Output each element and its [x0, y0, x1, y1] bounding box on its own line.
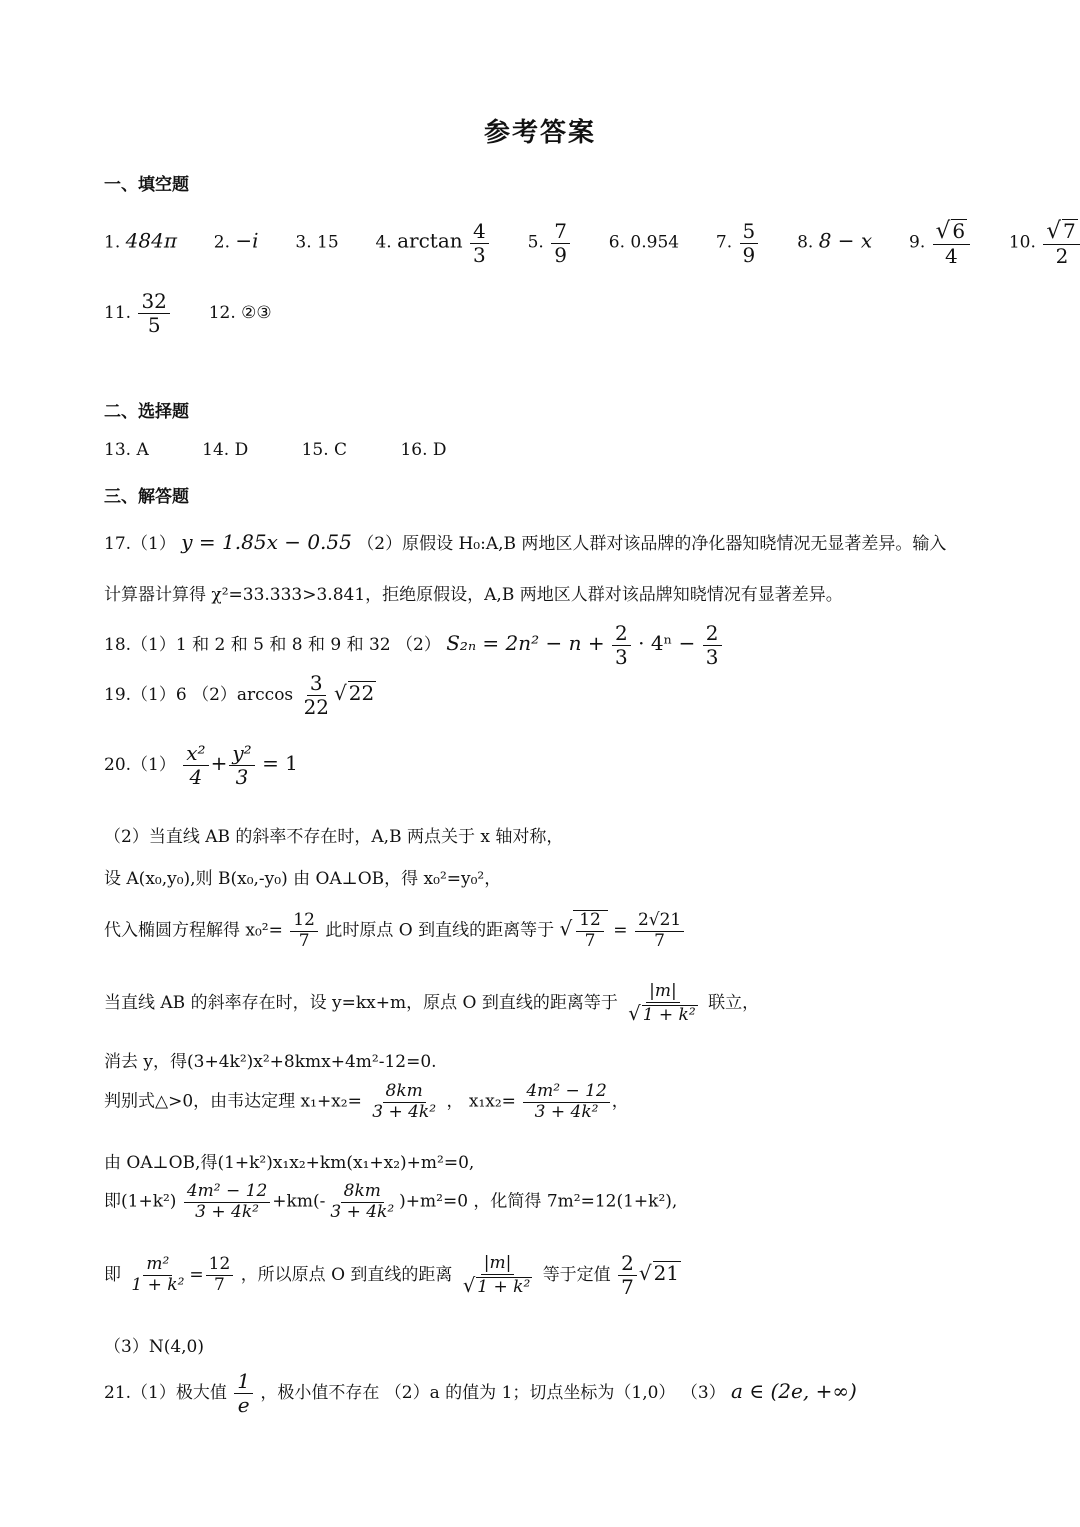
q20-l5-frac [625, 982, 700, 1025]
denominator: 22 [303, 695, 330, 719]
q20-l10-frac2 [206, 1255, 234, 1295]
denominator: 3 + 4k² [372, 1101, 437, 1122]
numerator: 12 [206, 1255, 234, 1276]
denominator: 9 [554, 242, 567, 267]
q20-l9-text-b: +km(- [272, 1191, 326, 1212]
numerator: y² [229, 742, 254, 766]
q20-part2-line9 [104, 1252, 681, 1299]
radical-sign-icon: √ [628, 1001, 641, 1025]
fill-q12: 12. [208, 303, 236, 323]
radicand: 6 [952, 219, 966, 243]
denominator: 3 + 4k² [195, 1201, 259, 1222]
fill-a9-fraction [933, 218, 970, 268]
q17-equation: y = 1.85x − 0.55 [181, 530, 352, 554]
q21-frac [234, 1370, 253, 1417]
choice-15: 15. C [301, 440, 348, 460]
fill-a12: ②③ [241, 303, 272, 323]
q20-l9-frac2 [327, 1182, 397, 1222]
numerator: 5 [740, 220, 759, 244]
numerator: 8km [341, 1182, 384, 1203]
fill-a2: −i [235, 228, 259, 253]
radical-sign-icon: √ [559, 916, 573, 941]
denominator: 2 [1055, 244, 1069, 269]
q20-l10-frac3 [460, 1254, 535, 1297]
denominator: 4 [944, 244, 958, 269]
q20-l4-sqrt-frac [576, 911, 604, 951]
q18-frac2 [703, 622, 722, 669]
denominator: 3 [615, 645, 628, 669]
q19-frac [301, 672, 332, 719]
q20-l9-text-c: )+m²=0 ，化简得 7m²=12(1+k²), [399, 1191, 678, 1212]
q20-part2-line3 [104, 910, 686, 951]
radicand: 7 [1062, 219, 1076, 243]
q20-l10-text-a: 即 [104, 1265, 121, 1285]
fill-q1: 1. [104, 232, 121, 253]
radical-sign-icon: √ [1046, 218, 1061, 244]
section-choice-heading: 二、选择题 [104, 402, 189, 422]
q18-frac1 [612, 622, 631, 669]
q17-label: 17.（1） [104, 534, 176, 554]
radicand: 1 + k² [477, 1276, 531, 1297]
denominator: 7 [584, 930, 596, 951]
choice-answers [104, 440, 447, 460]
q19-line [104, 672, 376, 719]
q20-part2-line8 [104, 1182, 677, 1222]
fill-q11: 11. [104, 303, 132, 323]
fill-q2: 2. [213, 232, 231, 253]
numerator: 3 [307, 672, 326, 696]
q20-l7-frac1 [369, 1082, 439, 1122]
q20-l7-text-a: 判别式△>0，由韦达定理 x₁+x₂= [104, 1091, 362, 1112]
q20-l4-frac [290, 911, 318, 951]
fill-answers-row1 [104, 218, 1080, 268]
fill-q6: 6. 0.954 [608, 232, 680, 253]
q18-eq-a: S₂ₙ = 2n² − n + [446, 631, 605, 655]
fill-q8: 8. [797, 232, 814, 253]
numerator: 4 [470, 220, 489, 244]
q20-part2-line4 [104, 982, 759, 1025]
denominator: 1 + k² [131, 1275, 185, 1295]
numerator: 1 [234, 1370, 253, 1394]
q20-part2-line5: 消去 y，得(3+4k²)x²+8kmx+4m²-12=0. [104, 1052, 437, 1072]
numerator [933, 218, 970, 245]
fill-a8: 8 − x [818, 228, 873, 253]
q20-l4-radicand [573, 910, 608, 951]
fill-q4: 4. [375, 232, 392, 253]
q18-line [104, 622, 724, 669]
q20-l7-text-b: ， x₁x₂= [446, 1091, 516, 1112]
denominator: 7 [621, 1275, 634, 1299]
radical-sign-icon: √ [638, 1261, 652, 1285]
q20-l4-text-b: 此时原点 O 到直线的距离等于 [325, 920, 555, 941]
fill-q5: 5. [527, 232, 544, 253]
q18-eq-b: · 4ⁿ − [638, 631, 696, 655]
q20-part2-line6 [104, 1082, 629, 1122]
fill-q3: 3. 15 [295, 232, 339, 253]
denominator: 4 [189, 765, 203, 789]
numerator: 2 [612, 622, 631, 646]
numerator [1043, 218, 1080, 245]
radical-sign-icon: √ [462, 1273, 476, 1297]
q20-l10-text-c: 等于定值 [542, 1265, 611, 1285]
denominator: 7 [298, 930, 310, 951]
denominator [625, 1003, 700, 1026]
radical-sign-icon: √ [334, 681, 347, 705]
q21-answer-3: a ∈ (2e, +∞) [731, 1379, 857, 1403]
numerator: 32 [138, 290, 169, 314]
denominator: 3 [705, 645, 719, 669]
q20-l10-equals: = [189, 1265, 204, 1285]
q20-part1: 20.（1） $\frac{\text{x²}}{4}$ + $\frac{\text{y²}}{3}$ = 1 [104, 741, 298, 789]
q20-part3: （3）N(4,0) [104, 1337, 204, 1357]
q17-text: （2）原假设 H₀:A,B 两地区人群对该品牌的净化器知晓情况无显著差异。输入 [357, 534, 947, 554]
numerator: 12 [290, 911, 318, 932]
fill-answers-row2 [104, 290, 272, 337]
q20-label: 20.（1） [104, 755, 176, 775]
q20-l4-result [635, 911, 684, 951]
q20-l10-text-b: ，所以原点 O 到直线的距离 [240, 1265, 453, 1285]
numerator: x² [183, 742, 208, 766]
q20-l5-text-b: 联立， [708, 993, 760, 1014]
q20-l7-text-c: ， [611, 1091, 629, 1112]
denominator: e [237, 1393, 250, 1417]
page-title: 参考答案 [483, 118, 596, 148]
denominator [460, 1275, 535, 1298]
numerator: |m| [646, 982, 680, 1003]
denominator: 3 [235, 765, 249, 789]
denominator: 3 + 4k² [534, 1101, 599, 1122]
q17-line2: 计算器计算得 χ²=33.333>3.841，拒绝原假设，A,B 两地区人群对该品牌知晓情况有显著差异。 [104, 585, 843, 605]
numerator: 2√21 [635, 911, 684, 932]
fill-q10: 10. [1008, 232, 1036, 253]
section-fill-heading: 一、填空题 [104, 175, 189, 195]
q20-l9-frac1 [184, 1182, 270, 1222]
section-solve-heading: 三、解答题 [104, 487, 189, 507]
denominator: 3 [473, 242, 486, 267]
numerator: 2 [703, 622, 722, 646]
numerator: m² [143, 1255, 172, 1276]
q19-radicand: 22 [348, 681, 375, 705]
denominator: 5 [147, 313, 161, 337]
denominator: 7 [214, 1275, 225, 1295]
choice-14: 14. D [202, 440, 249, 460]
q20-l4-equals: = [613, 920, 628, 941]
fill-a7-fraction [740, 220, 759, 267]
fill-a4-prefix: arctan [397, 228, 463, 253]
numerator: 2 [618, 1252, 637, 1276]
radicand: 1 + k² [642, 1004, 696, 1025]
fill-q7: 7. [715, 232, 733, 253]
q20-part2-line1: （2）当直线 AB 的斜率不存在时，A,B 两点关于 x 轴对称， [104, 827, 564, 847]
numerator: 12 [576, 911, 604, 932]
q20-l4-text-a: 代入椭圆方程解得 x₀²= [104, 920, 283, 941]
q21-text-b: ，极小值不存在 （2）a 的值为 1；切点坐标为（1,0） （3） [260, 1383, 726, 1403]
denominator: 3 + 4k² [330, 1201, 395, 1222]
numerator: 7 [551, 220, 570, 244]
numerator: 4m² − 12 [523, 1082, 609, 1103]
fill-a11-fraction [138, 290, 169, 337]
denominator: 9 [742, 242, 756, 267]
fill-a5-fraction [551, 220, 570, 267]
q20-l5-text-a: 当直线 AB 的斜率存在时，设 y=kx+m，原点 O 到直线的距离等于 [104, 993, 618, 1014]
q20-part2-line7: 由 OA⊥OB,得(1+k²)x₁x₂+km(x₁+x₂)+m²=0, [104, 1153, 475, 1173]
q20-l10-radicand: 21 [653, 1261, 680, 1285]
denominator: 7 [654, 930, 665, 951]
q20-l7-frac2 [523, 1082, 609, 1122]
numerator: |m| [481, 1254, 515, 1275]
q21-line [104, 1370, 857, 1417]
numerator: 4m² − 12 [184, 1182, 270, 1203]
fill-a10-fraction [1043, 218, 1080, 268]
q21-text-a: 21.（1）极大值 [104, 1383, 227, 1403]
numerator: 8km [383, 1082, 426, 1103]
choice-13: 13. A [104, 440, 149, 460]
fill-q9: 9. [909, 232, 926, 253]
q20-frac1 [183, 742, 208, 789]
q18-text: 18.（1）1 和 2 和 5 和 8 和 9 和 32 （2） [104, 635, 441, 655]
radical-sign-icon: √ [935, 218, 951, 244]
fill-a1: 484π [125, 228, 177, 253]
q19-text: 19.（1）6 （2）arccos [104, 685, 294, 705]
q20-l10-frac4 [618, 1252, 637, 1299]
fill-a4-fraction [470, 220, 489, 267]
q20-l10-frac1 [128, 1255, 187, 1295]
q20-equals: = 1 [262, 751, 298, 775]
choice-16: 16. D [400, 440, 447, 460]
q20-frac2 [229, 742, 254, 789]
q20-l9-text-a: 即(1+k²) [104, 1191, 177, 1212]
q17-line1 [104, 529, 946, 554]
q20-part2-line2: 设 A(x₀,y₀),则 B(x₀,-y₀) 由 OA⊥OB，得 x₀²=y₀²， [104, 869, 502, 889]
